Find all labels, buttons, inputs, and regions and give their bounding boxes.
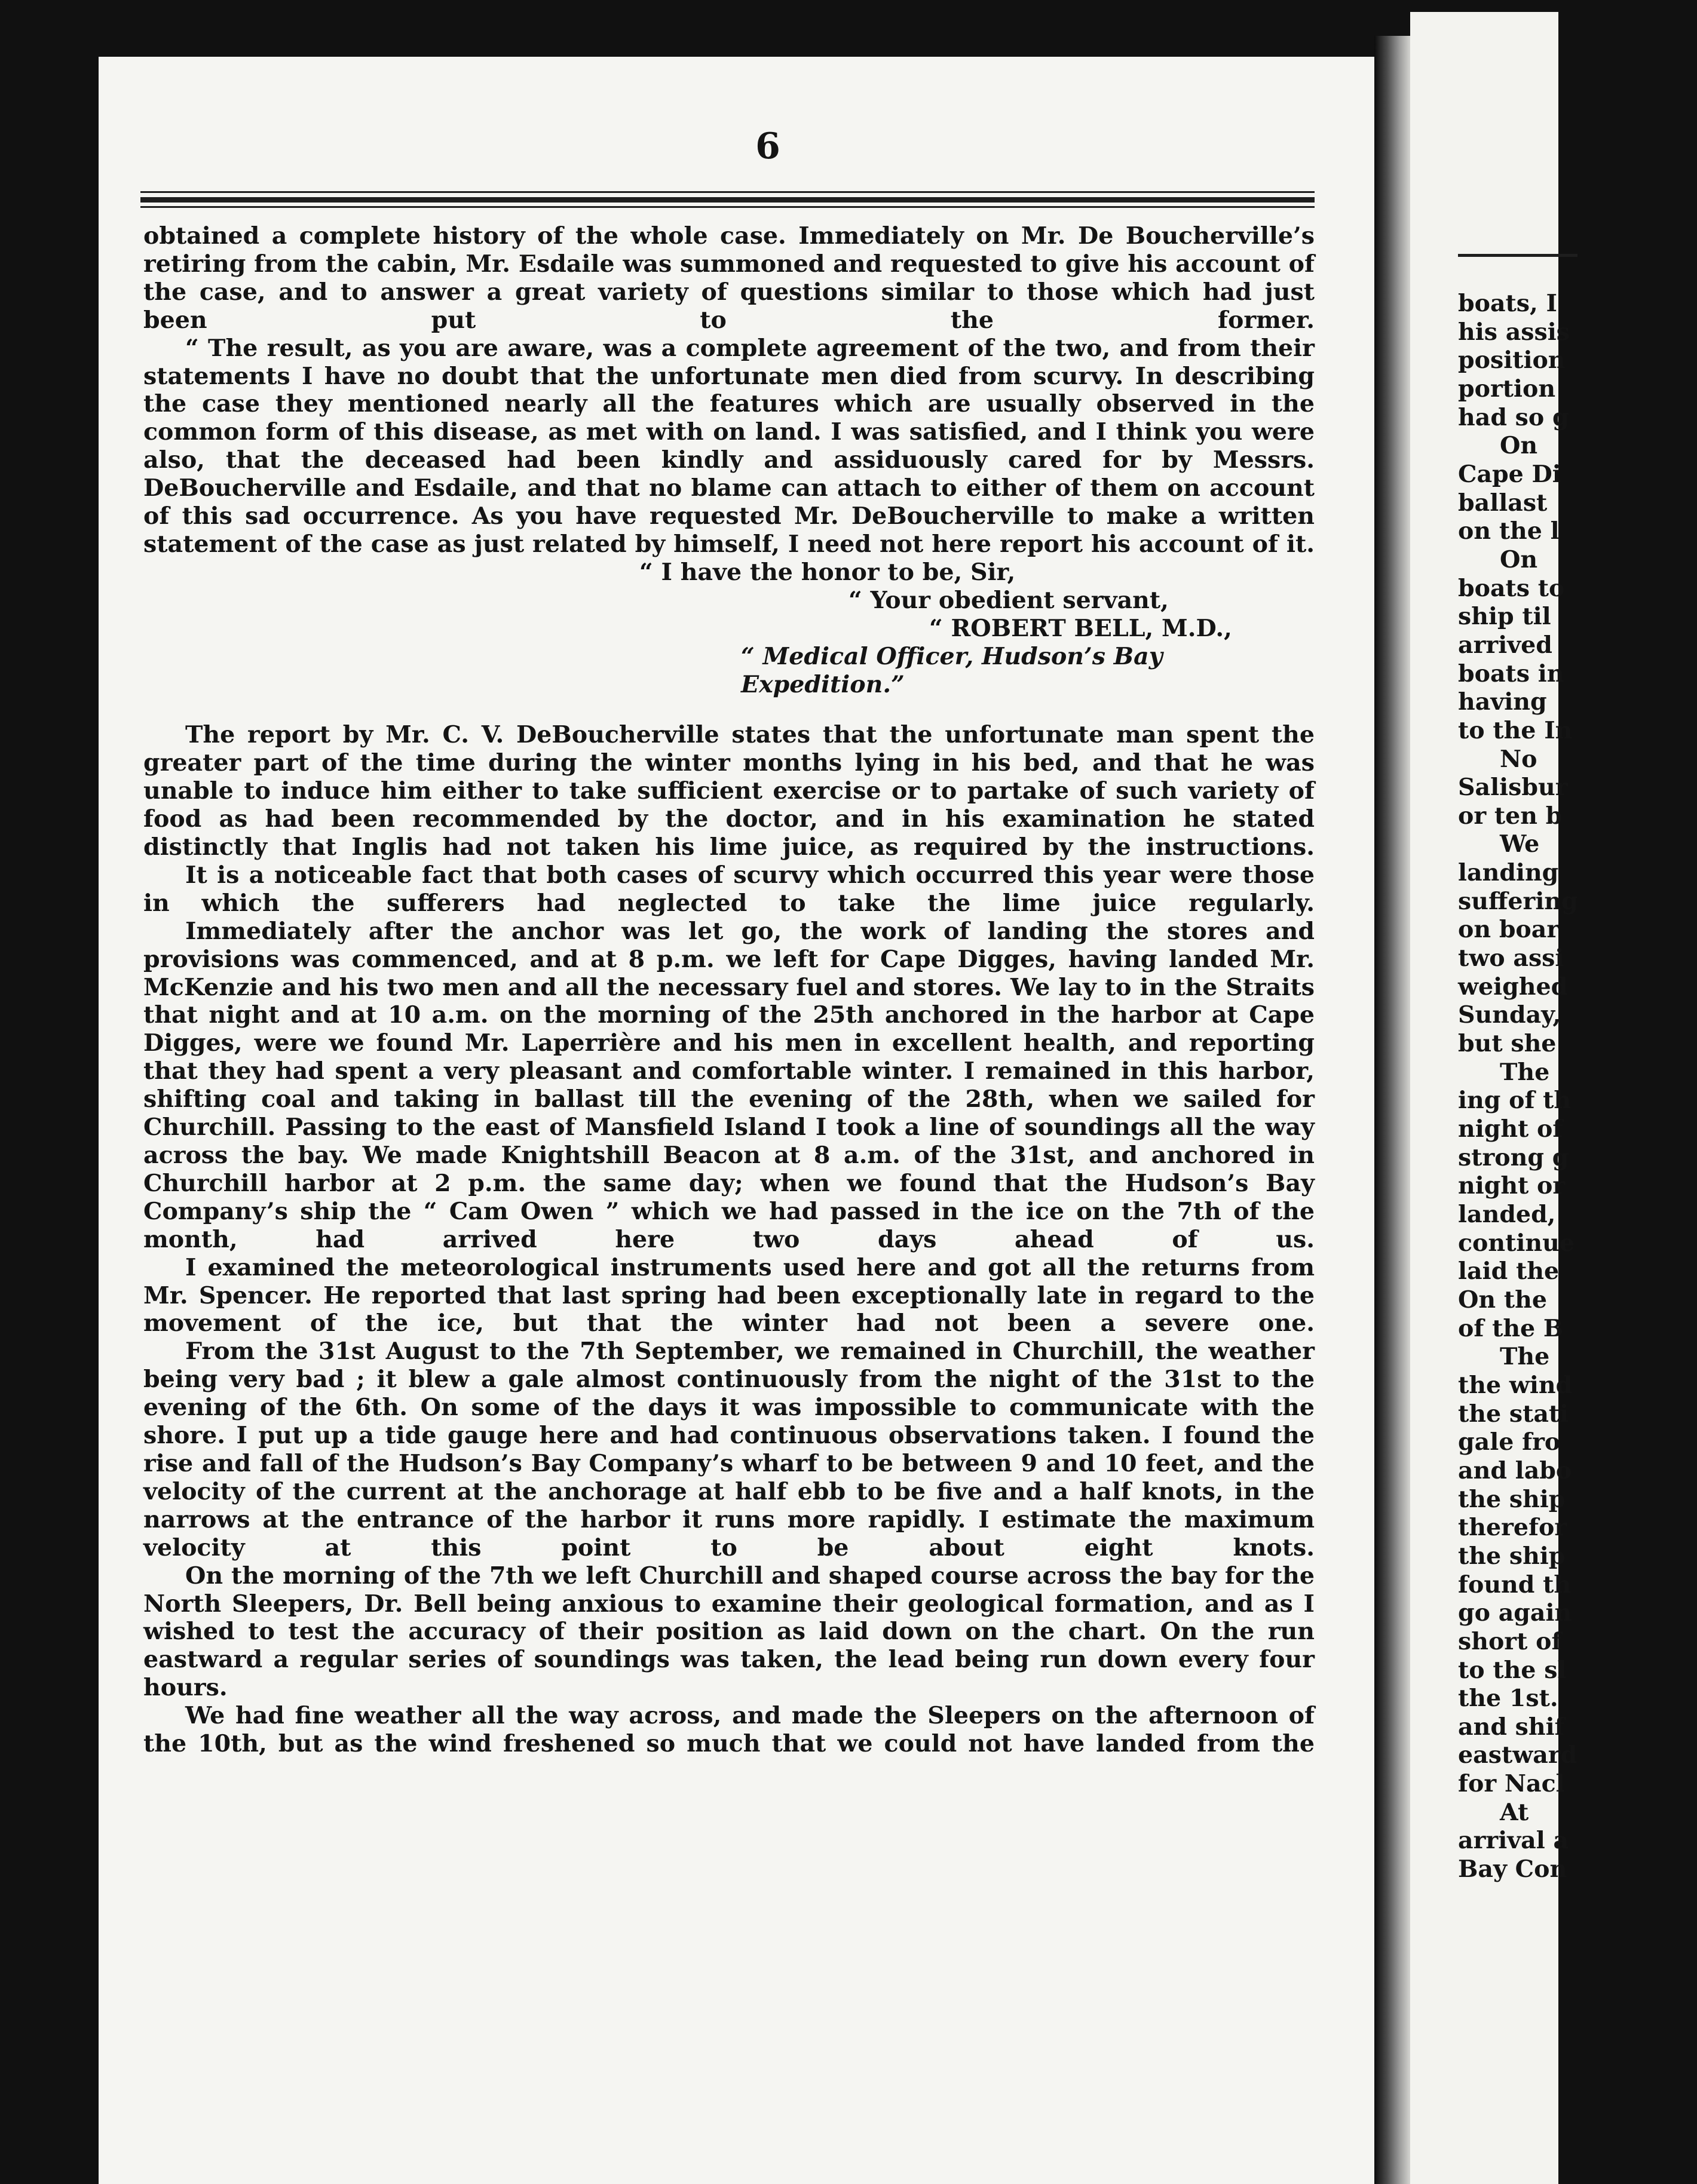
adjacent-page-line: ing of th [1458, 1087, 1572, 1115]
adjacent-page-line: boats in [1458, 660, 1564, 688]
adjacent-page-line: to the In [1458, 716, 1573, 744]
signatory-title: “ Medical Officer, Hudson’s Bay Expedition.” [741, 642, 1163, 698]
paragraph: I examined the meteorological instruments used here and got all the returns from Mr. Spencer. He reported that last spring had been exceptionally late in regard to the movement of the ice, but that the winter had not been a severe one. [143, 1253, 1315, 1338]
adjacent-page-line: his assis [1458, 318, 1570, 346]
adjacent-page-line: ship til [1458, 603, 1551, 631]
paragraph: We had fine weather all the way across, and made the Sleepers on the afternoon of the 10th, but as the wind freshened so much that we could not have landed from the [143, 1702, 1315, 1758]
adjacent-page-line: night of [1458, 1115, 1563, 1143]
adjacent-page-line: for Nacl [1458, 1770, 1565, 1798]
adjacent-page-line: the ship [1458, 1542, 1566, 1570]
adjacent-header-rule [1458, 254, 1577, 257]
adjacent-page-line: short of [1458, 1627, 1562, 1655]
header-rule [140, 206, 1315, 208]
letter-closing: “ I have the honor to be, Sir, [639, 558, 1016, 586]
adjacent-page-line: strong g [1458, 1143, 1569, 1171]
book-spine-shadow [1374, 36, 1410, 2184]
adjacent-page-line: Sunday, [1458, 1001, 1561, 1029]
adjacent-page-line: portion [1458, 375, 1556, 403]
adjacent-page-line: landing [1458, 859, 1559, 887]
adjacent-page-line: laid the [1458, 1257, 1560, 1286]
adjacent-page-line: On [1500, 545, 1538, 573]
signatory-name: “ ROBERT BELL, M.D., [929, 614, 1232, 642]
adjacent-page-line: of the B [1458, 1314, 1564, 1342]
adjacent-page-line: having [1458, 688, 1547, 716]
adjacent-page-line: On [1500, 432, 1538, 460]
adjacent-page-line: At [1500, 1798, 1529, 1826]
adjacent-page-line: and shif [1458, 1713, 1565, 1741]
adjacent-page-line: The [1500, 1058, 1550, 1086]
adjacent-page-line: on the l [1458, 517, 1560, 545]
paragraph: “ The result, as you are aware, was a complete agreement of the two, and from their statements I have no doubt that the unfortunate men died from scurvy. In describing the case they mentioned nearly all the features which are usually observed in the common form of this disease, as met with on land. I was satisfied, and I think you were also, that the deceased had been kindly and assiduously cared for by Messrs. DeBoucherville and Esdaile, and that no blame can attach to either of them on account of this sad occurrence. As you have requested Mr. DeBoucherville to make a written statement of the case as just related by himself, I need not here report his account of it. [143, 334, 1315, 558]
paragraph: On the morning of the 7th we left Churchill and shaped course across the bay for the North Sleepers, Dr. Bell being anxious to examine their geological formation, and as I wished to test the accuracy of their position as laid down on the chart. On the run eastward a regular series of soundings was taken, the lead being run down every four hours. [143, 1562, 1315, 1702]
adjacent-page-line: the 1st. [1458, 1685, 1558, 1713]
paragraph: It is a noticeable fact that both cases of scurvy which occurred this year were those in which the sufferers had neglected to take the lime juice regularly. [143, 861, 1315, 917]
letter-closing: “ Your obedient servant, [848, 586, 1169, 614]
paragraph: obtained a complete history of the whole case. Immediately on Mr. De Boucherville’s retiring from the cabin, Mr. Esdaile was summoned and requested to give his account of the case, and to answer a great variety of questions similar to those which had just been put to the former. [143, 222, 1315, 334]
adjacent-page [1410, 12, 1578, 2184]
header-rule [140, 197, 1315, 203]
adjacent-page-line: boats, I [1458, 290, 1558, 317]
adjacent-page-line: arrival a [1458, 1827, 1569, 1855]
adjacent-page-line: landed, [1458, 1201, 1556, 1228]
adjacent-page-line: on boar [1458, 916, 1560, 944]
paragraph: From the 31st August to the 7th September, we remained in Churchill, the weather being very bad ; it blew a gale almost continuously from the night of the 31st to the evening of the 6th. On some of the days it was impossible to communicate with the shore. I put up a tide gauge here and had continuous observations taken. I found the rise and fall of the Hudson’s Bay Company’s wharf to be between 9 and 10 feet, and the velocity of the current at the anchorage at half ebb to be five and a half knots, in the narrows at the entrance of the harbor it runs more rapidly. I estimate the maximum velocity at this point to be about eight knots. [143, 1338, 1315, 1562]
adjacent-page-line: to the sl [1458, 1656, 1567, 1684]
adjacent-page-line: Cape Di [1458, 460, 1561, 488]
adjacent-page-line: therefor [1458, 1514, 1567, 1542]
adjacent-page-line: arrived [1458, 631, 1552, 659]
adjacent-page-line: or ten b [1458, 802, 1563, 830]
adjacent-page-line: position [1458, 346, 1566, 375]
adjacent-page-line: but she [1458, 1030, 1557, 1058]
adjacent-page-line: the wind [1458, 1371, 1573, 1399]
adjacent-page-line: go again [1458, 1599, 1572, 1627]
adjacent-page-line: continue [1458, 1229, 1575, 1257]
adjacent-page-line: the ship [1458, 1485, 1566, 1513]
body-text [143, 222, 1315, 1758]
adjacent-page-line: ballast [1458, 489, 1548, 517]
adjacent-page-line: had so g [1458, 403, 1569, 431]
paragraph: Immediately after the anchor was let go, the work of landing the stores and provisions was commenced, and at 8 p.m. we left for Cape Digges, having landed Mr. McKenzie and his two men and all the necessary fuel and stores. We lay to in the Straits that night and at 10 a.m. on the morning of the 25th anchored in the harbor at Cape Digges, were we found Mr. Laperrière and his men in excellent health, and reporting that they had spent a very pleasant and comfortable winter. I remained in this harbor, shifting coal and taking in ballast till the evening of the 28th, when we sailed for Churchill. Passing to the east of Mansfield Island I took a line of soundings all the way across the bay. We made Knightshill Beacon at 8 a.m. of the 31st, and anchored in Churchill harbor at 2 p.m. the same day; when we found that the Hudson’s Bay Company’s ship the “ Cam Owen ” which we had passed in the ice on the 7th of the month, had arrived here two days ahead of us. [143, 917, 1315, 1253]
adjacent-page-line: two assi [1458, 944, 1564, 973]
adjacent-page-line: Bay Con [1458, 1855, 1567, 1884]
adjacent-page-line: night or [1458, 1172, 1566, 1200]
page-number: 6 [755, 125, 780, 167]
adjacent-page-line: weighed [1458, 973, 1568, 1001]
adjacent-page-line: eastward [1458, 1741, 1577, 1769]
adjacent-page-line: We [1500, 830, 1540, 858]
adjacent-page-line: On the [1458, 1286, 1547, 1314]
adjacent-page-line: The [1500, 1343, 1550, 1371]
adjacent-page-line: gale fro [1458, 1428, 1561, 1456]
adjacent-page-line: suffering [1458, 887, 1578, 915]
header-rule [140, 191, 1315, 193]
adjacent-page-line: Salisbur [1458, 774, 1568, 802]
adjacent-page-line: boats to [1458, 574, 1565, 602]
adjacent-page-line: and labo [1458, 1456, 1572, 1484]
adjacent-page-line: No [1500, 745, 1537, 773]
adjacent-page-text [1458, 290, 1697, 1884]
adjacent-page-line: found th [1458, 1570, 1572, 1599]
adjacent-page-line: the stati [1458, 1400, 1569, 1428]
paragraph: The report by Mr. C. V. DeBoucherville states that the unfortunate man spent the greater part of the time during the winter months lying in his bed, and that he was unable to induce him either to take sufficient exercise or to partake of such variety of food as had been recommended by the doctor, and in his examination he stated distinctly that Inglis had not taken his lime juice, as required by the instructions. [143, 721, 1315, 861]
